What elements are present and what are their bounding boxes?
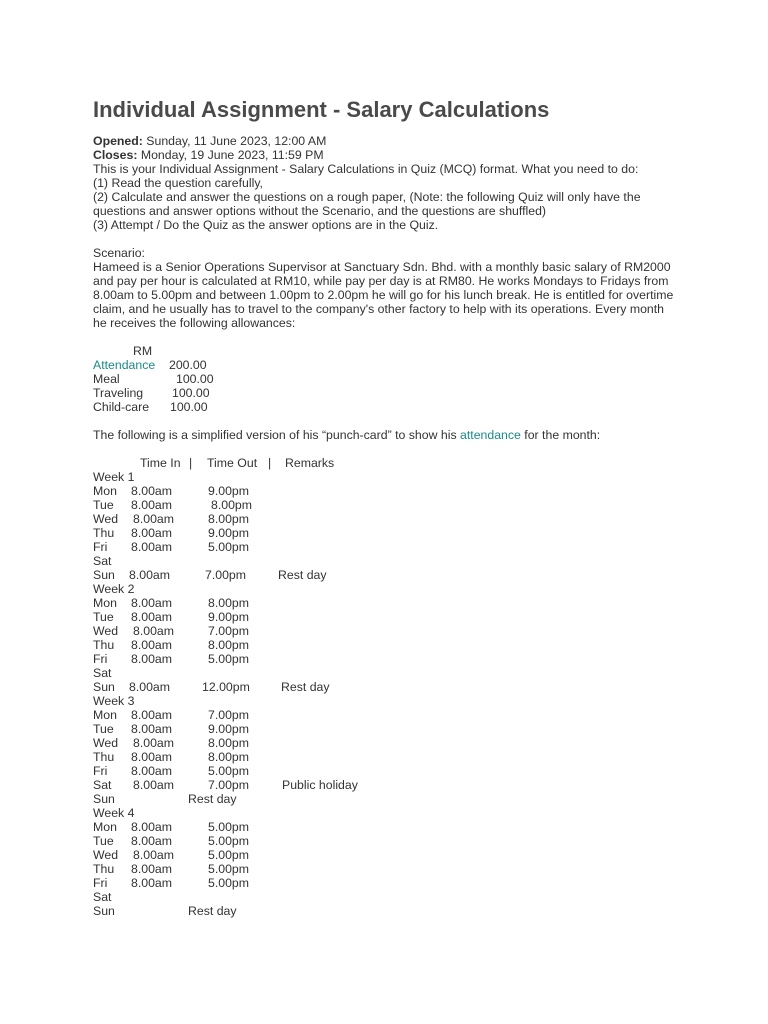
punch-row bbox=[93, 526, 693, 540]
punch-row bbox=[93, 484, 693, 498]
punch-time-out: 8.00pm bbox=[208, 596, 250, 610]
punch-time-in: 8.00am bbox=[129, 680, 171, 694]
punch-row bbox=[93, 750, 693, 764]
punch-day: Mon bbox=[93, 708, 117, 722]
punch-day: Mon bbox=[93, 820, 117, 834]
opened-label: Opened: bbox=[93, 134, 143, 148]
punch-row bbox=[93, 764, 693, 778]
punch-remark: Rest day bbox=[278, 568, 327, 582]
punch-remark: Rest day bbox=[188, 792, 237, 806]
punch-time-in: 8.00am bbox=[131, 498, 173, 512]
step-1: (1) Read the question carefully, bbox=[93, 176, 263, 190]
punch-row bbox=[93, 778, 693, 792]
punch-time-in: 8.00am bbox=[131, 652, 173, 666]
punch-time-out: 8.00pm bbox=[211, 498, 253, 512]
punch-time-in: 8.00am bbox=[131, 722, 173, 736]
punch-time-out: 7.00pm bbox=[208, 708, 250, 722]
punch-row bbox=[93, 498, 693, 512]
allowance-name: Traveling bbox=[93, 386, 144, 400]
punch-day: Wed bbox=[93, 848, 119, 862]
punch-day: Fri bbox=[93, 540, 108, 554]
punch-time-out: 7.00pm bbox=[208, 778, 250, 792]
week-label bbox=[93, 582, 693, 596]
punch-remark: Rest day bbox=[281, 680, 330, 694]
week-label-text: Week 1 bbox=[93, 470, 135, 484]
allowances-header-row bbox=[93, 344, 693, 358]
punch-time-out: 9.00pm bbox=[208, 526, 250, 540]
punch-time-out: 8.00pm bbox=[208, 736, 250, 750]
punch-time-in: 8.00am bbox=[131, 610, 173, 624]
punch-row bbox=[93, 596, 693, 610]
punch-time-out: 8.00pm bbox=[208, 638, 250, 652]
punch-table-header bbox=[93, 456, 693, 470]
header-remarks: Remarks bbox=[285, 456, 335, 470]
punch-time-in: 8.00am bbox=[131, 526, 173, 540]
week-label bbox=[93, 806, 693, 820]
punch-time-in: 8.00am bbox=[131, 862, 173, 876]
punch-row bbox=[93, 876, 693, 890]
punch-day: Tue bbox=[93, 834, 114, 848]
page-title: Individual Assignment - Salary Calculations bbox=[93, 97, 550, 122]
opened-value: Sunday, 11 June 2023, 12:00 AM bbox=[146, 134, 327, 148]
step-3: (3) Attempt / Do the Quiz as the answer options are in the Quiz. bbox=[93, 218, 439, 232]
punch-day: Thu bbox=[93, 862, 115, 876]
punch-time-in: 8.00am bbox=[133, 778, 175, 792]
punch-time-out: 5.00pm bbox=[208, 862, 250, 876]
punch-day: Fri bbox=[93, 652, 108, 666]
punch-time-in: 8.00am bbox=[131, 750, 173, 764]
punch-time-in: 8.00am bbox=[133, 512, 175, 526]
punch-row bbox=[93, 848, 693, 862]
punch-day: Thu bbox=[93, 750, 115, 764]
punch-time-in: 8.00am bbox=[131, 708, 173, 722]
punch-day: Sun bbox=[93, 568, 115, 582]
punch-day: Tue bbox=[93, 722, 114, 736]
punch-day: Sat bbox=[93, 554, 112, 568]
punch-time-in: 8.00am bbox=[129, 568, 171, 582]
punch-time-out: 12.00pm bbox=[202, 680, 250, 694]
allowance-name: Child-care bbox=[93, 400, 150, 414]
allowance-row bbox=[93, 400, 693, 414]
punch-time-out: 7.00pm bbox=[205, 568, 247, 582]
punch-time-out: 5.00pm bbox=[208, 876, 250, 890]
punch-day: Sat bbox=[93, 890, 112, 904]
allowances-currency-header: RM bbox=[133, 344, 153, 358]
allowance-amount: 100.00 bbox=[176, 372, 214, 386]
punch-day: Sat bbox=[93, 666, 112, 680]
punch-day: Mon bbox=[93, 596, 117, 610]
punch-time-out: 8.00pm bbox=[208, 750, 250, 764]
punch-time-in: 8.00am bbox=[131, 596, 173, 610]
punch-time-in: 8.00am bbox=[131, 820, 173, 834]
attendance-link[interactable]: attendance bbox=[460, 428, 521, 442]
punch-card-table bbox=[93, 470, 693, 918]
punch-time-in: 8.00am bbox=[131, 484, 173, 498]
punch-intro-before: The following is a simplified version of his “punch-card” to show his bbox=[93, 428, 461, 442]
punch-day: Fri bbox=[93, 764, 108, 778]
allowance-row bbox=[93, 358, 693, 372]
punch-day: Sun bbox=[93, 680, 115, 694]
punch-time-out: 5.00pm bbox=[208, 848, 250, 862]
punch-row bbox=[93, 708, 693, 722]
punch-time-out: 8.00pm bbox=[208, 512, 250, 526]
punch-time-out: 5.00pm bbox=[208, 834, 250, 848]
punch-time-in: 8.00am bbox=[131, 834, 173, 848]
punch-time-out: 5.00pm bbox=[208, 820, 250, 834]
punch-time-in: 8.00am bbox=[131, 638, 173, 652]
punch-time-out: 9.00pm bbox=[208, 722, 250, 736]
opened-line bbox=[93, 134, 693, 148]
closes-line bbox=[93, 148, 693, 162]
punch-time-in: 8.00am bbox=[133, 736, 175, 750]
punch-day: Wed bbox=[93, 736, 119, 750]
punch-day: Sun bbox=[93, 792, 115, 806]
assignment-page bbox=[93, 96, 693, 918]
punch-day: Sun bbox=[93, 904, 115, 918]
header-separator: | bbox=[189, 456, 193, 470]
punch-day: Sat bbox=[93, 778, 112, 792]
allowance-row bbox=[93, 386, 693, 400]
punch-card-intro bbox=[93, 428, 693, 442]
punch-row bbox=[93, 792, 693, 806]
punch-time-out: 9.00pm bbox=[208, 610, 250, 624]
punch-row bbox=[93, 820, 693, 834]
punch-row bbox=[93, 680, 693, 694]
allowance-name-attendance[interactable]: Attendance bbox=[93, 358, 156, 372]
week-label-text: Week 3 bbox=[93, 694, 135, 708]
week-label-text: Week 2 bbox=[93, 582, 135, 596]
punch-row bbox=[93, 736, 693, 750]
punch-row bbox=[93, 568, 693, 582]
allowance-amount: 200.00 bbox=[169, 358, 207, 372]
scenario-text: Hameed is a Senior Operations Supervisor at Sanctuary Sdn. Bhd. with a monthly basic salary of RM2000 and pay per hour is calculated at RM10, while pay per day is at RM80. He works Mondays to Fridays from 8.00am to 5.00pm and between 1.00pm to 2.00pm he will go for his lunch break. He is entitled for overtime claim, and he usually has to travel to the company's other factory to help with its operations. Every month he receives the following allowances: bbox=[93, 260, 674, 330]
punch-time-in: 8.00am bbox=[133, 624, 175, 638]
allowance-name: Meal bbox=[93, 372, 120, 386]
punch-day: Tue bbox=[93, 498, 114, 512]
allowance-amount: 100.00 bbox=[172, 386, 210, 400]
closes-label: Closes: bbox=[93, 148, 138, 162]
punch-time-out: 5.00pm bbox=[208, 652, 250, 666]
punch-time-out: 9.00pm bbox=[208, 484, 250, 498]
punch-day: Thu bbox=[93, 526, 115, 540]
week-label-text: Week 4 bbox=[93, 806, 135, 820]
allowance-row bbox=[93, 372, 693, 386]
punch-time-in: 8.00am bbox=[133, 848, 175, 862]
punch-row bbox=[93, 512, 693, 526]
header-time-in: Time In bbox=[140, 456, 181, 470]
punch-day: Thu bbox=[93, 638, 115, 652]
punch-row bbox=[93, 834, 693, 848]
punch-time-out: 7.00pm bbox=[208, 624, 250, 638]
punch-row bbox=[93, 666, 693, 680]
punch-time-out: 5.00pm bbox=[208, 764, 250, 778]
header-separator: | bbox=[268, 456, 272, 470]
punch-day: Fri bbox=[93, 876, 108, 890]
punch-day: Wed bbox=[93, 624, 119, 638]
scenario-label: Scenario: bbox=[93, 246, 145, 260]
week-label bbox=[93, 694, 693, 708]
intro-text: This is your Individual Assignment - Salary Calculations in Quiz (MCQ) format. What you need to do: bbox=[93, 162, 639, 176]
punch-row bbox=[93, 624, 693, 638]
punch-row bbox=[93, 652, 693, 666]
punch-row bbox=[93, 890, 693, 904]
punch-intro-after: for the month: bbox=[520, 428, 601, 442]
punch-remark: Rest day bbox=[188, 904, 237, 918]
punch-day: Wed bbox=[93, 512, 119, 526]
header-time-out: Time Out bbox=[207, 456, 258, 470]
punch-day: Tue bbox=[93, 610, 114, 624]
punch-time-in: 8.00am bbox=[131, 764, 173, 778]
punch-day: Mon bbox=[93, 484, 117, 498]
punch-row bbox=[93, 610, 693, 624]
punch-row bbox=[93, 904, 693, 918]
allowance-amount: 100.00 bbox=[170, 400, 208, 414]
punch-row bbox=[93, 554, 693, 568]
punch-time-in: 8.00am bbox=[131, 540, 173, 554]
step-2: (2) Calculate and answer the questions on a rough paper, (Note: the following Quiz will only have the questions and answer options without the Scenario, and the questions are shuffled) bbox=[93, 190, 641, 218]
punch-time-in: 8.00am bbox=[131, 876, 173, 890]
closes-value: Monday, 19 June 2023, 11:59 PM bbox=[140, 148, 324, 162]
punch-remark: Public holiday bbox=[282, 778, 358, 792]
punch-time-out: 5.00pm bbox=[208, 540, 250, 554]
punch-row bbox=[93, 862, 693, 876]
punch-row bbox=[93, 638, 693, 652]
punch-row bbox=[93, 540, 693, 554]
punch-row bbox=[93, 722, 693, 736]
week-label bbox=[93, 470, 693, 484]
